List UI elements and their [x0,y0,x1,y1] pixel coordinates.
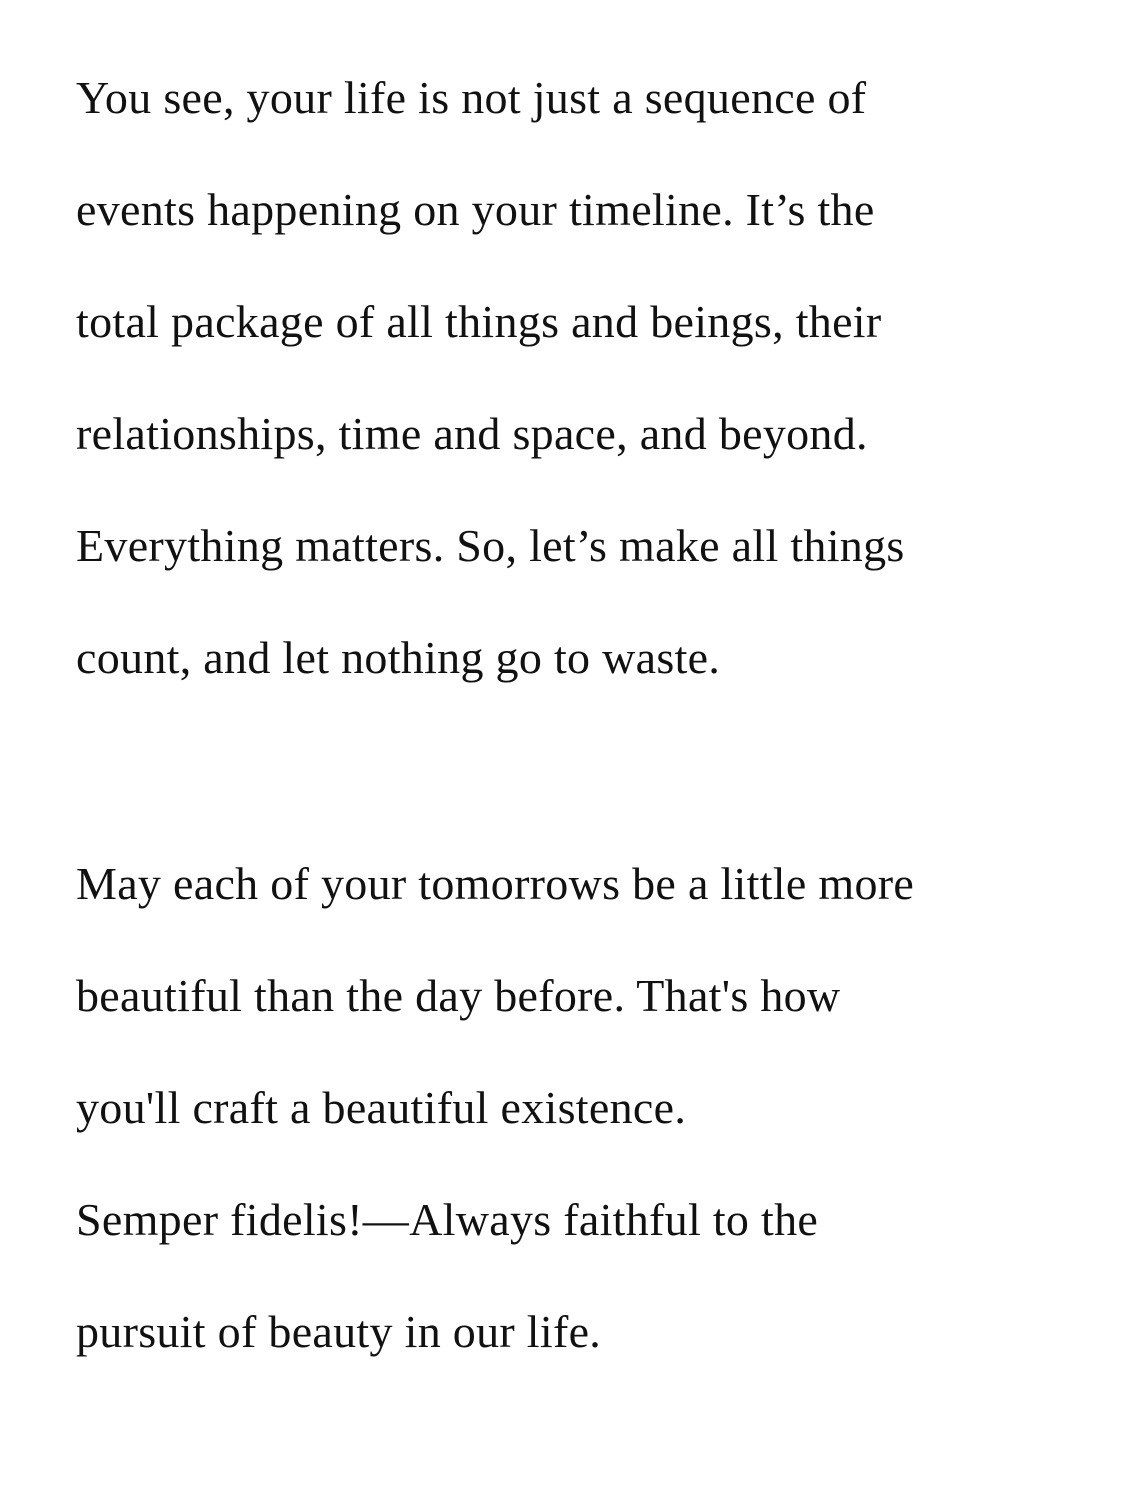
text-line: You see, your life is not just a sequence of [76,72,867,123]
text-line: count, and let nothing go to waste. [76,632,721,683]
text-line: pursuit of beauty in our life. [76,1306,602,1357]
text-line: you'll craft a beautiful existence. [76,1082,687,1133]
text-line: Semper fidelis!—Always faithful to the [76,1194,819,1245]
text-line: total package of all things and beings, their [76,296,882,347]
text-line: Everything matters. So, let’s make all things [76,520,905,571]
text-line: relationships, time and space, and beyond. [76,408,868,459]
text-line: events happening on your timeline. It’s the [76,184,875,235]
text-line: May each of your tomorrows be a little more [76,858,915,909]
text-line: beautiful than the day before. That's how [76,970,841,1021]
